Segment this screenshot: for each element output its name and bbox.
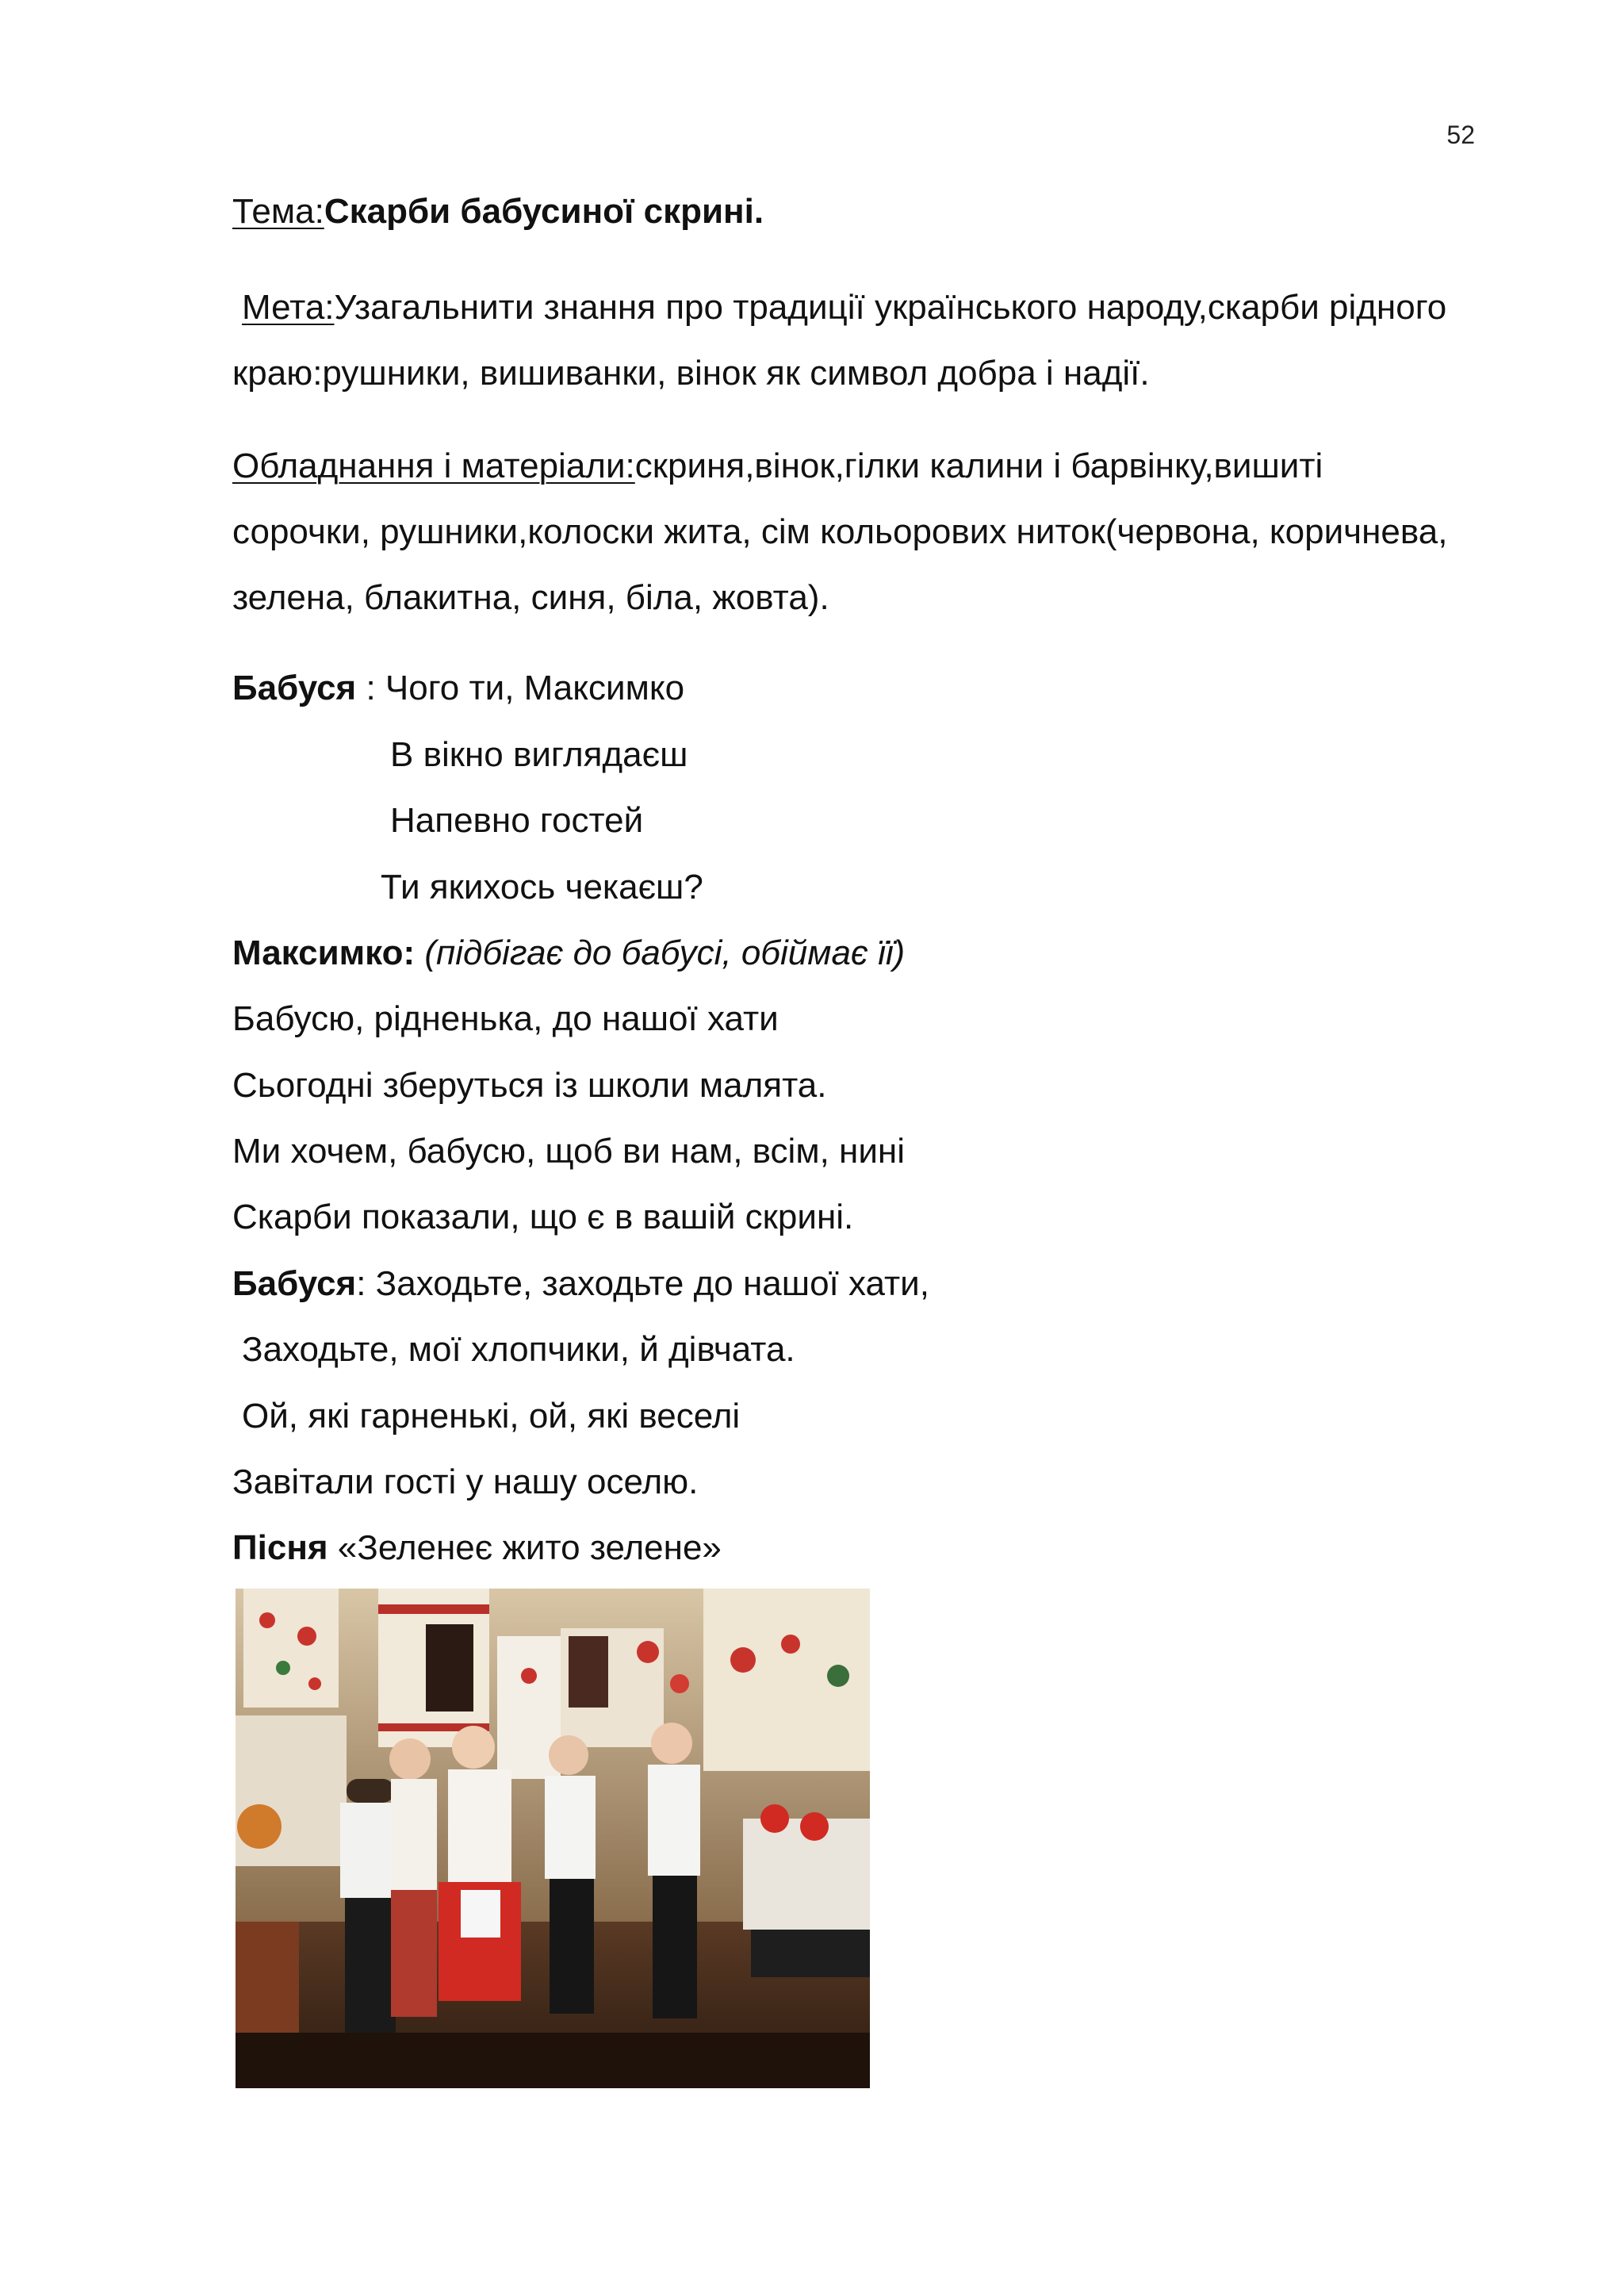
topic-line [232,179,1469,244]
page-number: 52 [1446,121,1475,149]
speaker-babusia-2: Бабуся [232,1264,357,1303]
dialogue-line-9: Скарби показали, що є в вашій скрині. [232,1198,854,1236]
topic-label: Тема: [232,192,324,231]
dialogue-line-12: Ой, які гарненькі, ой, які веселі [242,1397,741,1435]
goal-text: Узагальнити знання про традиції українського народу,скарби рідного краю:рушники, вишиванки, вінок як символ добра і надії. [232,288,1447,393]
speaker-maksymko: Максимко: [232,933,416,972]
equipment-label: Обладнання і матеріали: [232,447,635,485]
dialogue-line-2: В вікно виглядаєш [390,735,688,774]
equipment-text: скриня,вінок,гілки калини і барвінку,вишиті сорочки, рушники,колоски жита, сім кольорових ниток(червона, коричнева, зелена, блакитна, синя, біла, жовта). [232,447,1448,617]
children-performance-photo [236,1589,870,2088]
dialogue-line-10 [232,1260,929,1308]
dialogue-line-4: Ти якихось чекаєш? [381,868,703,907]
song-title: «Зеленеє жито зелене» [327,1528,722,1567]
topic-title: Скарби бабусиної скрині. [324,192,764,231]
dialogue-line-7: Сьогодні зберуться із школи малята. [232,1066,827,1105]
dialogue-line-5 [232,930,905,977]
dialogue-line-3: Напевно гостей [390,801,644,840]
song-label: Пісня [232,1528,328,1567]
dialogue-line-6: Бабусю, рідненька, до нашої хати [232,999,779,1038]
dialogue-line-13: Завітали гості у нашу оселю. [232,1462,699,1501]
dialogue-line-8: Ми хочем, бабусю, щоб ви нам, всім, нині [232,1132,905,1171]
song-line [232,1524,722,1572]
dialogue-line-1 [232,665,684,712]
equipment-paragraph [232,433,1469,631]
goal-paragraph [232,274,1469,406]
line-text: : Заходьте, заходьте до нашої хати, [356,1264,929,1303]
line-text: : Чого ти, Максимко [356,669,685,707]
stage-direction: (підбігає до бабусі, обіймає її) [424,933,906,972]
speaker-babusia: Бабуся [232,669,357,707]
goal-label: Мета: [242,288,335,327]
dialogue-line-11: Заходьте, мої хлопчики, й дівчата. [242,1330,795,1369]
